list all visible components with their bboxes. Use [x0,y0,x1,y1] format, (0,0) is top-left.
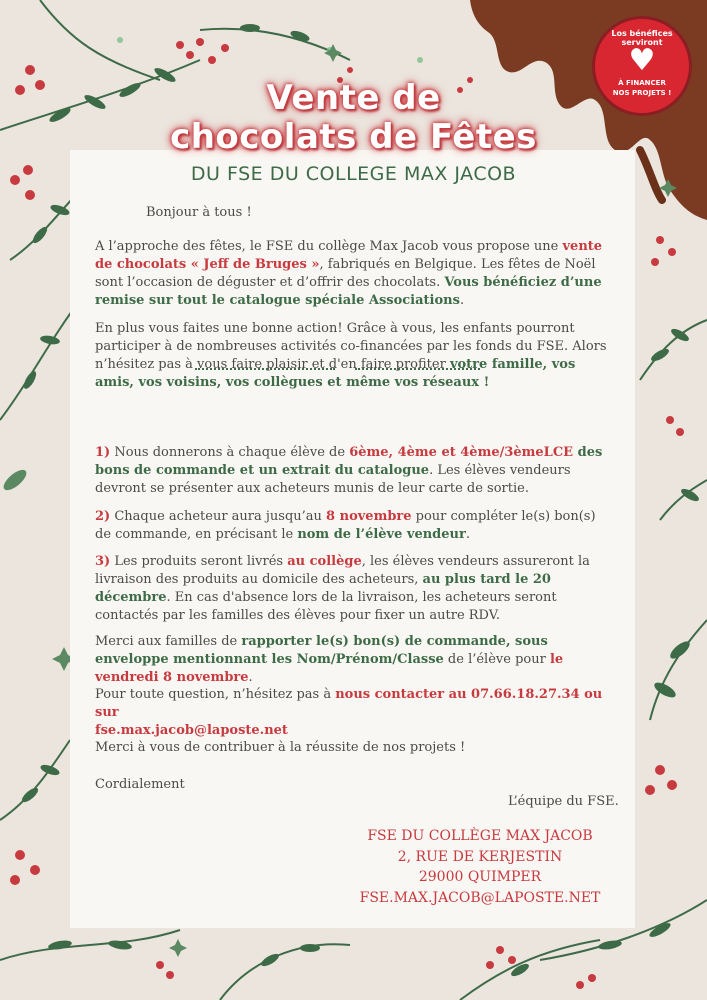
contact-paragraph: Pour toute question, n’hésitez pas à nous contacter au 07.66.18.27.34 ou sur fse.max.jacob@laposte.net [95,687,603,738]
intro-paragraph-2: En plus vous faites une bonne action! Grâce à vous, les enfants pourront participer à de nombreuses activités co-financées par les fonds du FSE. Alors n’hésitez pas à vous faire plaisir et d'en faire profiter votre famille, vos amis, vos voisins, vos collègues et même vos réseaux ! [95,321,607,390]
address-line-2: 2, RUE DE KERJESTIN [397,848,563,865]
dotted-divider [195,368,335,370]
page-title-line2: chocolats de Fêtes [170,117,537,157]
badge-top-text: Los bénéfices serviront [611,29,673,47]
team-signature: L’équipe du FSE. [508,794,619,809]
regards: Cordialement [95,777,185,792]
step-3: 3) Les produits seront livrés au collège, les élèves vendeurs assureront la livraison des produits au domicile des acheteurs, au plus tard le 20 décembre. En cas d'absence lors de la livraison, les acheteurs seront contactés par les familles des élèves pour fixer un autre RDV. [95,554,590,623]
dotted-divider [355,368,480,370]
address-line-3: 29000 QUIMPER [418,869,542,885]
thanks-paragraph: Merci aux familles de rapporter le(s) bon(s) de commande, sous enveloppe mentionnant les Nom/Prénom/Classe de l’élève pour le vendredi 8 novembre. [95,634,564,685]
address-email[interactable]: FSE.MAX.JACOB@LAPOSTE.NET [359,889,601,906]
greeting: Bonjour à tous ! [146,205,252,220]
page-title-line1: Vente de [266,78,441,118]
badge-middle-text: À FINANCER [618,79,666,87]
step-1: 1) Nous donnerons à chaque élève de 6ème, 4ème et 4ème/3èmeLCE des bons de commande et un extrait du catalogue. Les élèves vendeurs devront se présenter aux acheteurs munis de leur carte de sortie. [95,445,603,496]
badge-bottom-text: NOS PROJETS ! [612,89,672,97]
heart-icon: ♥ [628,43,656,78]
contact-email[interactable]: fse.max.jacob@laposte.net [95,723,288,738]
intro-paragraph-1: A l’approche des fêtes, le FSE du collège Max Jacob vous propose une vente de chocolats « Jeff de Bruges », fabriqués en Belgique. Les fêtes de Noël sont l’occasion de déguster et d’offrir des chocolats. Vous bénéficiez d’une remise sur tout le catalogue spéciale Associations. [95,239,603,308]
address-block [340,826,620,908]
address-line-1: FSE DU COLLÈGE MAX JACOB [367,828,593,844]
star-icon [324,44,342,62]
page-subtitle: DU FSE DU COLLEGE MAX JACOB [190,163,517,185]
closing-line: Merci à vous de contribuer à la réussite de nos projets ! [95,740,466,755]
star-icon [169,939,187,957]
step-2: 2) Chaque acheteur aura jusqu’au 8 novembre pour compléter le(s) bon(s) de commande, en précisant le nom de l’élève vendeur. [95,509,596,542]
